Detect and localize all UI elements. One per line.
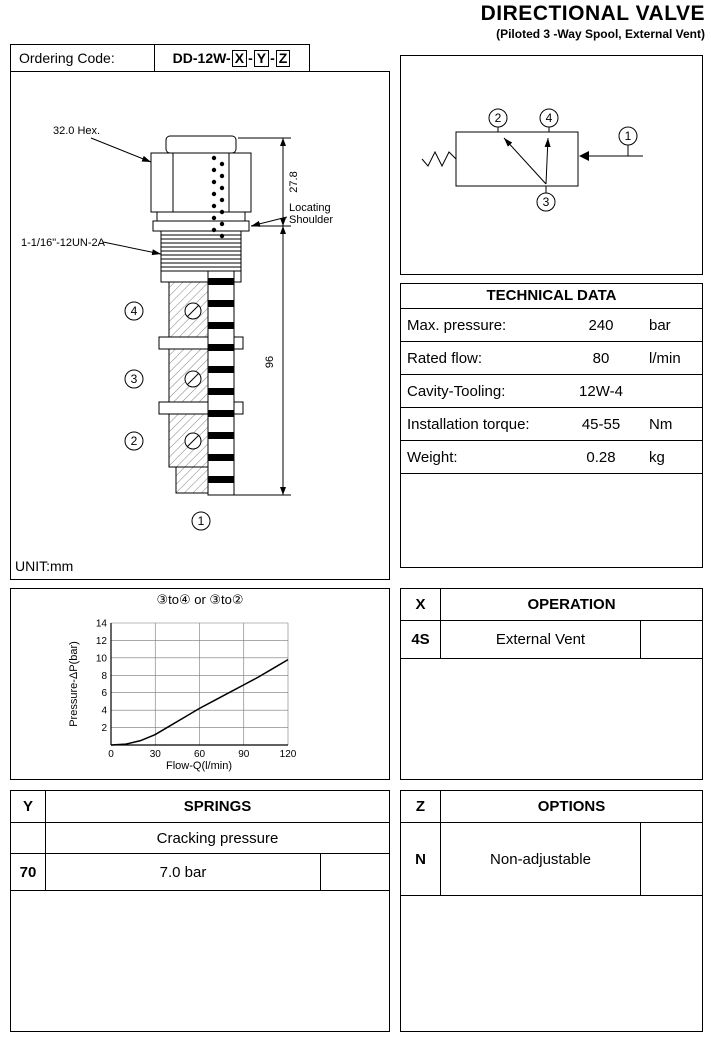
- title-block: [481, 2, 705, 41]
- spring-code: 70: [11, 854, 46, 890]
- svg-text:30: 30: [149, 749, 161, 760]
- y-axis-label: Pressure-ΔP(bar): [68, 641, 80, 727]
- pilot-arrow: [579, 151, 589, 161]
- ordering-code-value: [154, 44, 310, 72]
- springs-table: [10, 790, 390, 1032]
- valve-envelope: [456, 132, 578, 186]
- symbol-port-3: 3: [542, 195, 550, 209]
- springs-subtitle: Cracking pressure: [156, 829, 279, 847]
- svg-text:60: 60: [193, 749, 206, 760]
- tech-unit: bar: [649, 316, 671, 334]
- tech-value: 45-55: [581, 415, 621, 433]
- locating-shoulder-label-1: Locating: [289, 202, 331, 214]
- dim-96: 96: [264, 355, 276, 369]
- locating-shoulder-label-2: Shoulder: [289, 214, 334, 226]
- springs-subheader-row: [11, 823, 389, 854]
- svg-text:120: 120: [279, 749, 297, 760]
- svg-text:4: 4: [101, 705, 107, 717]
- table-row: [401, 408, 702, 441]
- symbol-port-4: 4: [545, 111, 553, 125]
- hydraulic-symbol-panel: [400, 55, 703, 275]
- spring-symbol: [422, 152, 456, 166]
- locating-shoulder-collar: [153, 221, 249, 231]
- page-subtitle: (Piloted 3 -Way Spool, External Vent): [496, 27, 705, 41]
- springs-title: SPRINGS: [183, 798, 252, 815]
- svg-text:10: 10: [95, 653, 107, 665]
- operation-value: External Vent: [441, 621, 641, 658]
- page-title: DIRECTIONAL VALVE: [480, 2, 705, 25]
- ordering-code-z: Z: [276, 50, 291, 67]
- table-row: [401, 342, 702, 375]
- technical-data-title: TECHNICAL DATA: [401, 284, 702, 309]
- hydraulic-symbol: [401, 56, 702, 274]
- symbol-port-2: 2: [494, 111, 502, 125]
- ordering-code-x: X: [232, 50, 247, 67]
- svg-text:14: 14: [95, 618, 107, 630]
- svg-text:8: 8: [101, 670, 107, 682]
- chart-title: ③to④ or ③to②: [156, 592, 244, 607]
- tech-label: Cavity-Tooling:: [407, 382, 506, 400]
- svg-text:6: 6: [101, 688, 107, 700]
- spring-section-dots: [212, 156, 224, 238]
- hex-head: [151, 153, 251, 212]
- operation-title: OPERATION: [527, 596, 616, 613]
- port-3-label: 3: [130, 372, 138, 386]
- options-col-letter: Z: [401, 791, 441, 822]
- thread-spec-label: 1-1/16"-12UN-2A: [21, 237, 105, 249]
- tech-unit: kg: [649, 448, 665, 466]
- operation-code: 4S: [401, 621, 441, 658]
- flow-arrow-3-to-2: [504, 138, 546, 184]
- ordering-code: [10, 44, 310, 72]
- tech-label: Rated flow:: [407, 349, 483, 367]
- options-title: OPTIONS: [537, 798, 606, 815]
- table-row: [401, 621, 702, 659]
- table-row: [401, 309, 702, 342]
- port-1-label: 1: [197, 514, 205, 528]
- code-separator: -: [248, 50, 253, 66]
- unit-label: UNIT:mm: [15, 558, 74, 574]
- table-row: [401, 823, 702, 896]
- lock-washer: [157, 212, 245, 221]
- tech-unit: l/min: [649, 349, 681, 367]
- table-row: [11, 854, 389, 891]
- empty-cell: [641, 823, 702, 895]
- table-row: [401, 375, 702, 408]
- spring-value: 7.0 bar: [46, 854, 321, 890]
- tech-value: 240: [588, 316, 614, 334]
- springs-col-letter: Y: [11, 791, 46, 822]
- ordering-code-prefix: DD-12W-: [172, 50, 231, 66]
- operation-col-letter: X: [401, 589, 441, 620]
- tech-unit: Nm: [649, 415, 673, 433]
- port-2-label: 2: [130, 434, 138, 448]
- svg-text:0: 0: [108, 749, 114, 760]
- code-separator: -: [270, 50, 275, 66]
- valve-cap: [166, 136, 236, 153]
- empty-cell: [11, 823, 46, 853]
- performance-chart-panel: [10, 588, 390, 780]
- svg-text:90: 90: [238, 749, 250, 760]
- tech-label: Installation torque:: [407, 415, 530, 433]
- symbol-port-1: 1: [624, 129, 632, 143]
- port-4-label: 4: [130, 304, 138, 318]
- svg-text:2: 2: [101, 723, 107, 735]
- option-value: Non-adjustable: [441, 823, 641, 895]
- empty-cell: [321, 854, 389, 890]
- ordering-code-y: Y: [254, 50, 269, 67]
- tech-value: 0.28: [586, 448, 616, 466]
- ordering-code-label: Ordering Code:: [10, 44, 155, 72]
- options-table: [400, 790, 703, 1032]
- hex-size-label: 32.0 Hex.: [53, 125, 101, 137]
- tech-label: Max. pressure:: [407, 316, 507, 334]
- operation-header-row: [401, 589, 702, 621]
- empty-cell: [641, 621, 702, 658]
- operation-table: [400, 588, 703, 780]
- dim-27-8: 27.8: [288, 171, 300, 193]
- table-row: [401, 441, 702, 474]
- option-code: N: [401, 823, 441, 895]
- valve-drawing-panel: [10, 71, 390, 580]
- flow-arrow-3-to-4: [546, 138, 548, 184]
- chart-plot-area: [96, 619, 297, 761]
- tech-value: 80: [592, 349, 610, 367]
- springs-header-row: [11, 791, 389, 823]
- pressure-flow-chart: [11, 609, 389, 777]
- valve-cross-section-drawing: [11, 72, 389, 577]
- thread-lines: [161, 235, 241, 267]
- technical-data-panel: [400, 283, 703, 568]
- tech-value: 12W-4: [579, 382, 623, 400]
- tech-label: Weight:: [407, 448, 458, 466]
- x-axis-label: Flow-Q(l/min): [166, 760, 232, 772]
- svg-text:12: 12: [95, 635, 107, 647]
- options-header-row: [401, 791, 702, 823]
